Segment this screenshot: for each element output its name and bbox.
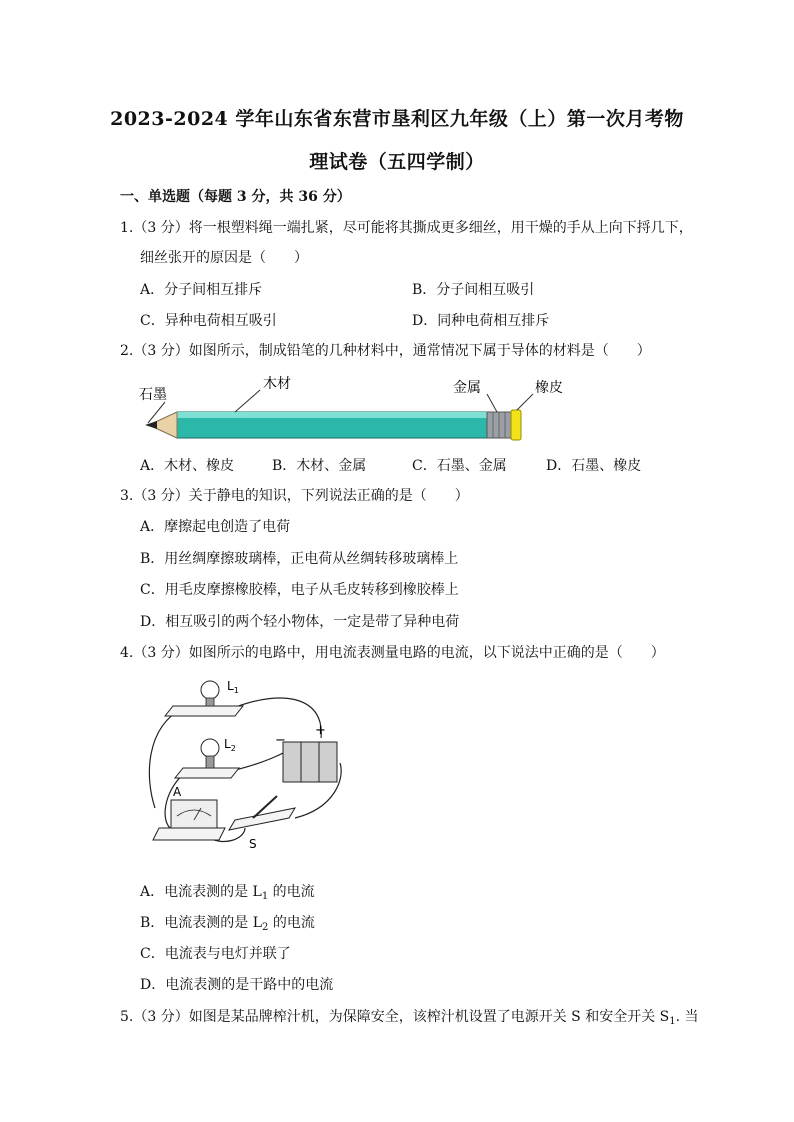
q2-option-a[interactable]: A．木材、橡皮 xyxy=(140,458,235,474)
q2-option-c[interactable]: C．石墨、金属 xyxy=(412,458,507,474)
pencil-graphite-tip xyxy=(145,421,157,429)
exam-title-line1: 2023-2024 学年山东省东营市垦利区九年级（上）第一次月考物 xyxy=(110,108,684,130)
q1-option-b[interactable]: B．分子间相互吸引 xyxy=(412,282,535,298)
ammeter-icon xyxy=(171,800,217,828)
label-metal: 金属 xyxy=(453,380,481,396)
battery-icon xyxy=(283,742,337,782)
q4-option-b[interactable]: B．电流表测的是 $L_2$ 的电流 xyxy=(140,915,315,933)
battery-minus: − xyxy=(275,733,286,748)
label-eraser: 橡皮 xyxy=(535,380,563,396)
pencil-highlight xyxy=(177,412,487,418)
q3-option-c[interactable]: C．用毛皮摩擦橡胶棒，电子从毛皮转移到橡胶棒上 xyxy=(140,582,459,598)
q1-stem-line1: 1.（3 分）将一根塑料绳一端扎紧，尽可能将其撕成更多细丝，用干燥的手从上向下捋几下， xyxy=(120,220,693,236)
q5-stem: 5.（3 分）如图是某品牌榨汁机，为保障安全，该榨汁机设置了电源开关 S 和安全开关 $S_1$. 当 xyxy=(120,1009,699,1027)
q1-option-d[interactable]: D．同种电荷相互排斥 xyxy=(412,313,550,329)
q1-option-a[interactable]: A．分子间相互排斥 xyxy=(140,282,263,298)
section-heading: 一、单选题（每题 3 分，共 36 分） xyxy=(120,189,351,205)
q4-option-c[interactable]: C．电流表与电灯并联了 xyxy=(140,946,291,962)
q4-option-a[interactable]: A．电流表测的是 $L_1$ 的电流 xyxy=(140,884,315,902)
q1-option-c[interactable]: C．异种电荷相互吸引 xyxy=(140,313,277,329)
battery-plus: + xyxy=(315,723,326,738)
q3-option-a[interactable]: A．摩擦起电创造了电荷 xyxy=(140,519,291,535)
switch-label: S xyxy=(249,837,257,851)
bulb-l1-base xyxy=(165,706,243,716)
svg-text:L2: $L_2$ xyxy=(224,737,236,753)
exam-title-line2: 理试卷（五四学制） xyxy=(309,151,485,173)
bulb-l2-icon xyxy=(201,739,219,757)
pencil-figure xyxy=(135,372,563,452)
q3-option-b[interactable]: B．用丝绸摩擦玻璃棒，正电荷从丝绸转移玻璃棒上 xyxy=(140,551,459,567)
q3-option-d[interactable]: D．相互吸引的两个轻小物体，一定是带了异种电荷 xyxy=(140,614,460,630)
ammeter-label: A xyxy=(173,785,182,799)
q4-option-d[interactable]: D．电流表测的是干路中的电流 xyxy=(140,977,334,993)
circuit-figure xyxy=(135,668,365,853)
label-wood: 木材 xyxy=(263,376,291,392)
q4-stem: 4.（3 分）如图所示的电路中，用电流表测量电路的电流，以下说法中正确的是（ ） xyxy=(120,645,665,661)
switch-base xyxy=(229,808,295,830)
pencil-eraser xyxy=(511,410,521,440)
q2-stem: 2.（3 分）如图所示，制成铅笔的几种材料中，通常情况下属于导体的材料是（ ） xyxy=(120,343,651,359)
q2-option-b[interactable]: B．木材、金属 xyxy=(272,458,367,474)
q2-option-d[interactable]: D．石墨、橡皮 xyxy=(546,458,642,474)
bulb-l2-base xyxy=(175,768,239,778)
label-graphite: 石墨 xyxy=(139,387,167,403)
q3-stem: 3.（3 分）关于静电的知识，下列说法正确的是（ ） xyxy=(120,488,469,504)
q1-stem-line2: 细丝张开的原因是（ ） xyxy=(140,250,308,266)
bulb-l1-icon xyxy=(201,681,219,699)
svg-text:L1: $L_1$ xyxy=(227,679,239,695)
wire-l1-battery xyxy=(233,698,321,738)
